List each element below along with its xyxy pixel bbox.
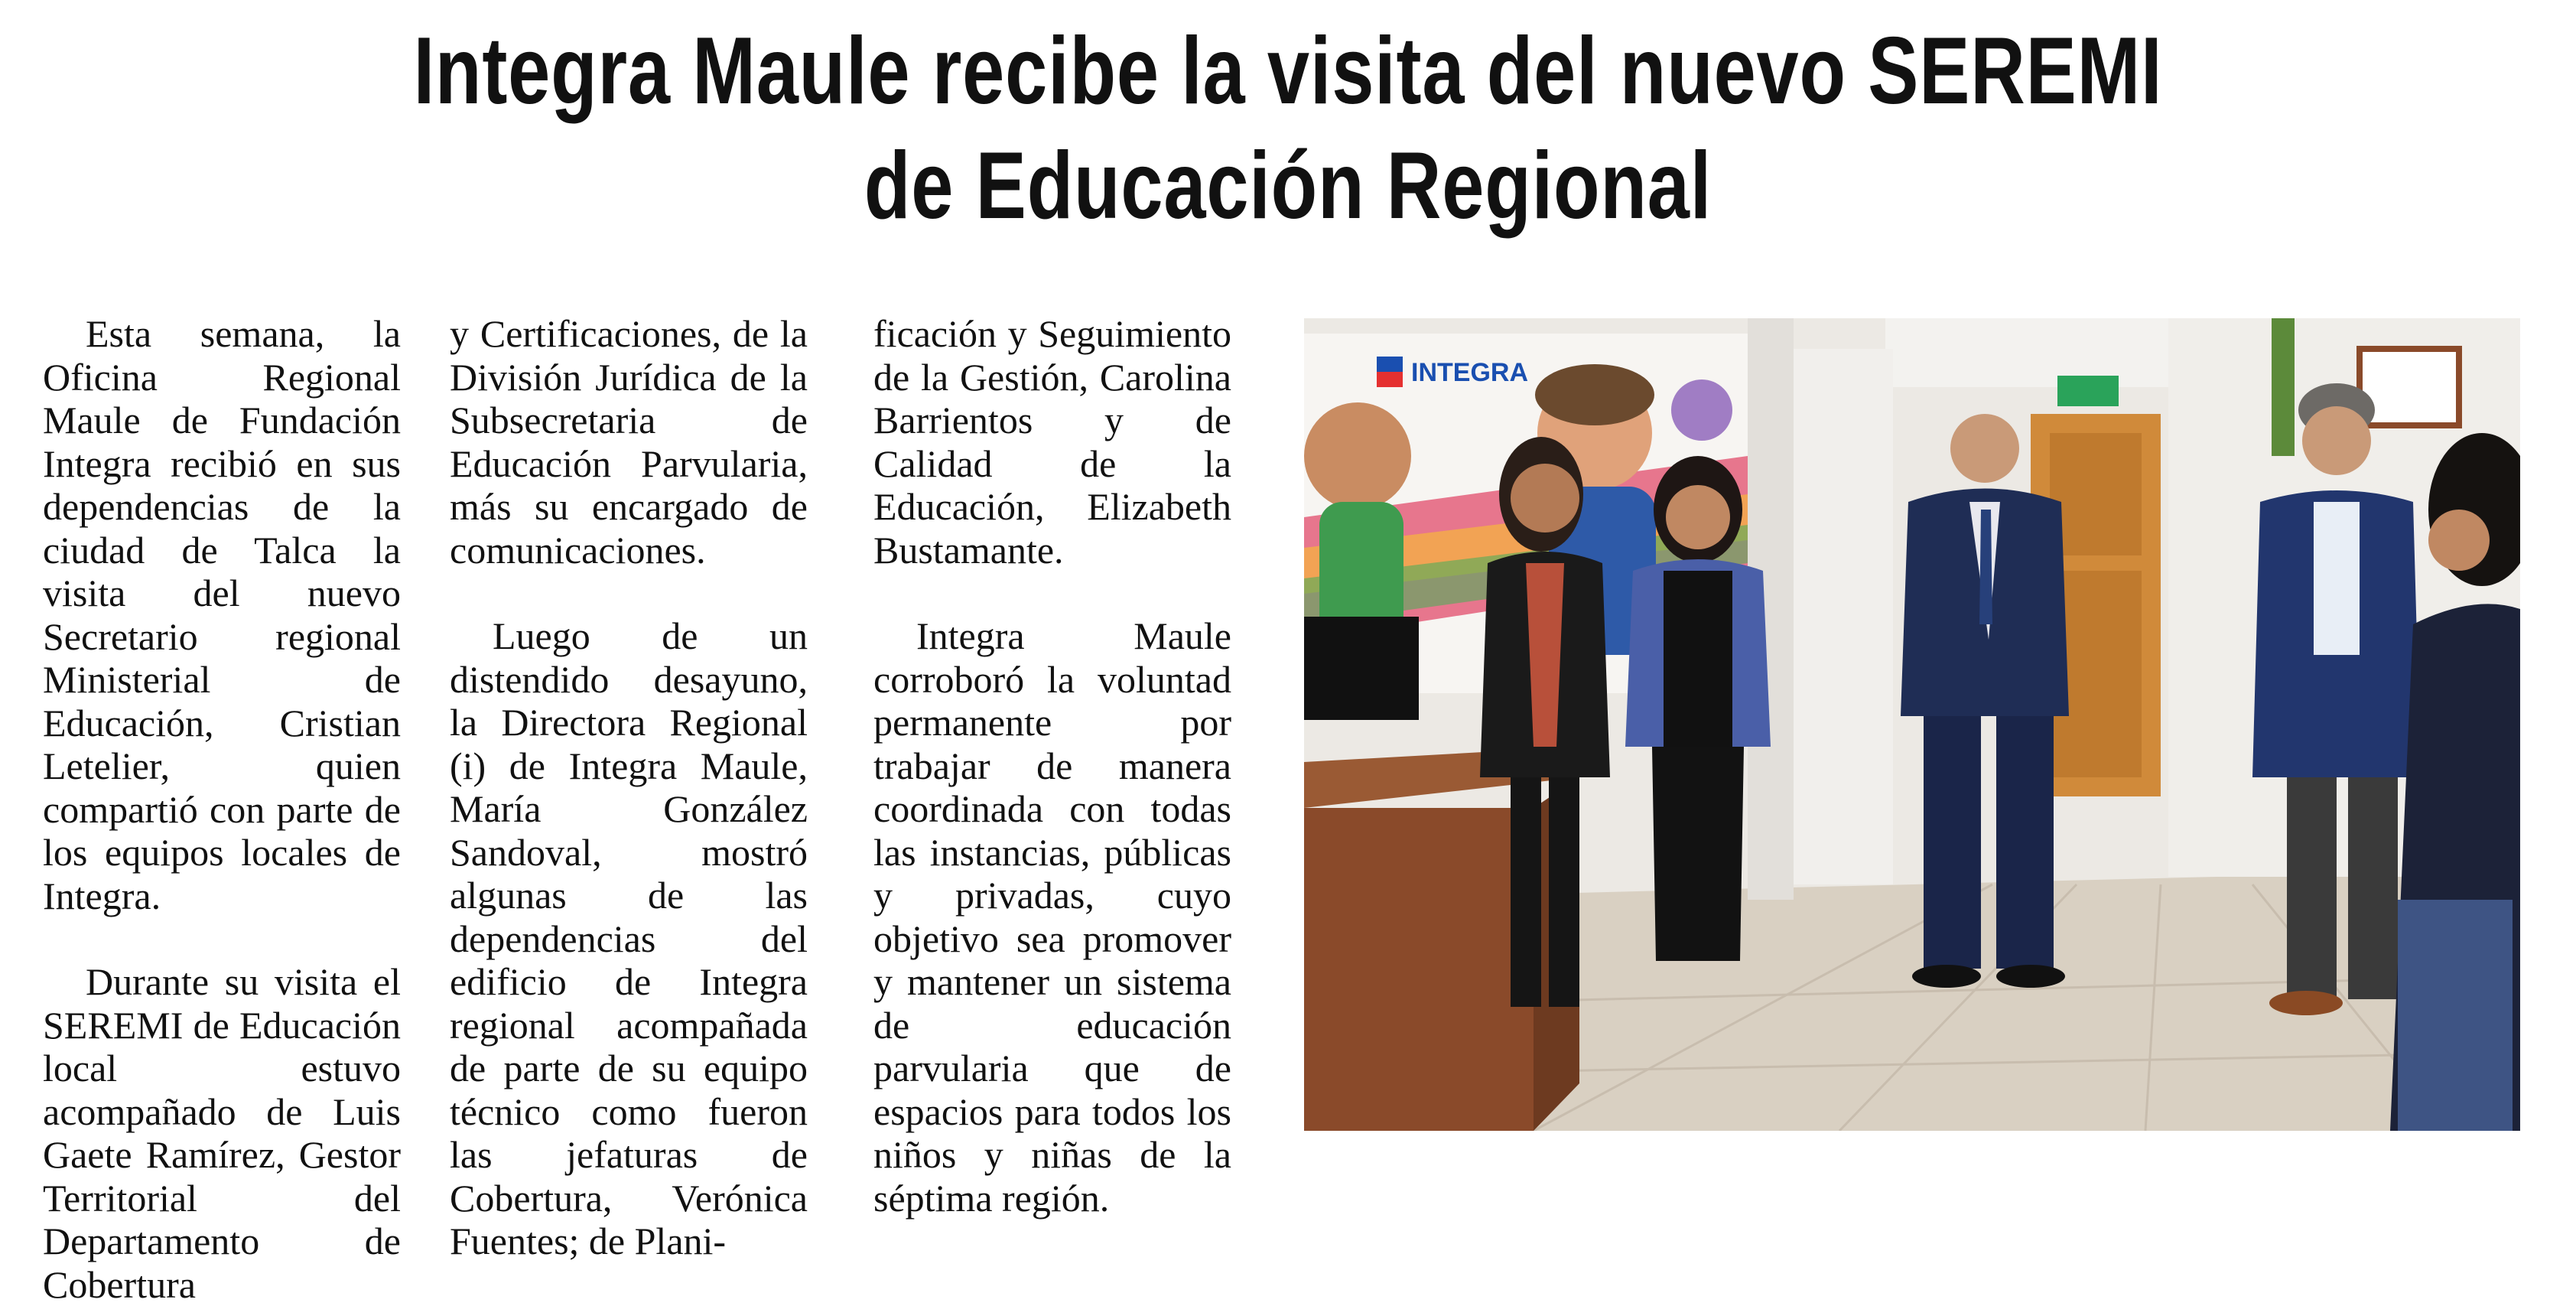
paragraph: Integra Maule corroboró la voluntad permanente por trabajar de manera coordinada con todas las instancias, públicas y privadas, cuyo objetivo sea promover y mantener un sistema de educación parvularia que de espacios para todos los niños y niñas de la séptima región. [873,614,1231,1220]
photo-scene [1304,318,2520,1131]
headline-line-2: de Educación Regional [864,133,1712,239]
article-photo [1304,318,2520,1131]
desk [1304,808,1534,1131]
wall-logo-text: INTEGRA [1411,358,1528,387]
paragraph: Luego de un distendido desayuno, la Directora Regional (i) de Integra Maule, María González Sandoval, mostró algunas de las dependencias del edificio de Integra regional acompañada de parte de su equipo técnico como fueron las jefaturas de Cobertura, Verónica Fuentes; de Plani- [450,614,808,1262]
paragraph: Durante su visita el SEREMI de Educación local estuvo acompañado de Luis Gaete Ramírez, Gestor Territorial del Departamento de Cobertura [43,960,401,1306]
headline-line-1: Integra Maule recibe la visita del nuevo SEREMI [413,18,2163,124]
paragraph: Esta semana, la Oficina Regional Maule de Fundación Integra recibió en sus dependencias de la ciudad de Talca la visita del nuevo Secretario regional Ministerial de Educación, Cristian Letelier, quien compartió con parte de los equipos locales de Integra. [43,312,401,917]
article-column-1 [43,312,401,1306]
headline [258,14,2318,243]
paragraph: y Certificaciones, de la División Jurídica de la Subsecretaria de Educación Parvularia, más su encargado de comunicaciones. [450,312,808,572]
article-column-2 [450,312,808,1263]
article-column-3 [873,312,1231,1220]
paragraph: ficación y Seguimiento de la Gestión, Carolina Barrientos y de Calidad de la Educación, Elizabeth Bustamante. [873,312,1231,572]
